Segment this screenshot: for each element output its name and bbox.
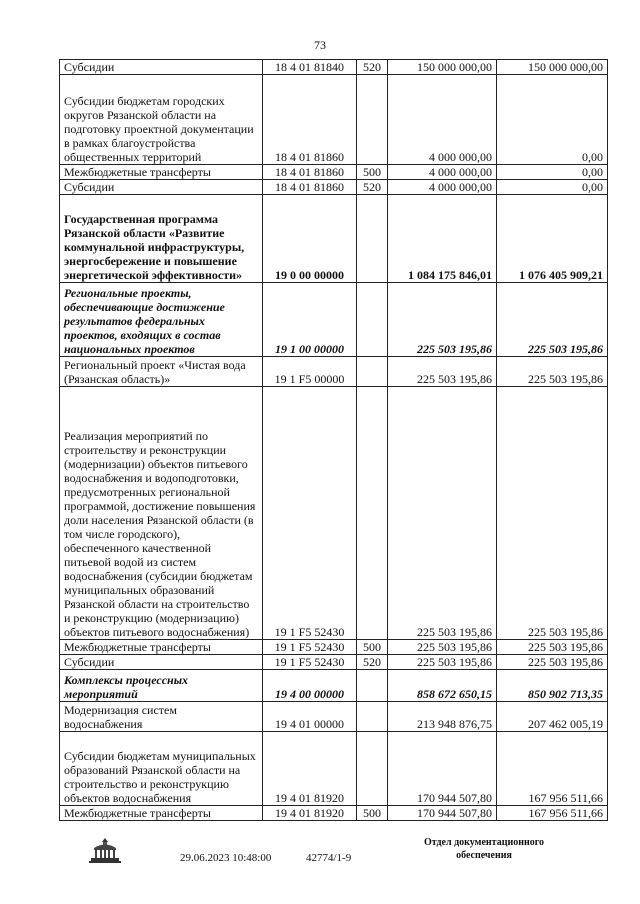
row-code-cell: 18 4 01 81860 bbox=[263, 75, 357, 165]
row-amount-2024-cell: 0,00 bbox=[497, 75, 608, 165]
row-amount-2023-cell: 225 503 195,86 bbox=[388, 387, 497, 640]
row-expense-type-cell bbox=[357, 357, 388, 387]
row-expense-type-cell: 520 bbox=[357, 180, 388, 195]
row-amount-2023-cell: 225 503 195,86 bbox=[388, 357, 497, 387]
table-row bbox=[60, 357, 608, 387]
row-amount-2024-cell: 225 503 195,86 bbox=[497, 640, 608, 655]
row-amount-2024-cell: 850 902 713,35 bbox=[497, 670, 608, 702]
footer-datetime: 29.06.2023 10:48:00 bbox=[180, 852, 272, 864]
row-amount-2023-cell: 225 503 195,86 bbox=[388, 640, 497, 655]
footer-department-line1: Отдел документационного bbox=[423, 837, 545, 848]
row-code-cell: 19 4 01 81920 bbox=[263, 806, 357, 821]
table-row bbox=[60, 165, 608, 180]
table-row bbox=[60, 195, 608, 283]
row-amount-2023-cell: 225 503 195,86 bbox=[388, 655, 497, 670]
row-amount-2024-cell: 225 503 195,86 bbox=[497, 655, 608, 670]
row-name-cell: Региональный проект «Чистая вода (Рязанская область)» bbox=[60, 357, 263, 387]
row-expense-type-cell: 500 bbox=[357, 640, 388, 655]
row-amount-2024-cell: 207 462 005,19 bbox=[497, 702, 608, 732]
row-amount-2024-cell: 225 503 195,86 bbox=[497, 357, 608, 387]
row-code-cell: 19 0 00 00000 bbox=[263, 195, 357, 283]
row-code-cell: 19 4 01 81920 bbox=[263, 732, 357, 806]
row-code-cell: 19 1 F5 00000 bbox=[263, 357, 357, 387]
row-amount-2024-cell: 167 956 511,66 bbox=[497, 806, 608, 821]
footer-department-line2: обеспечения bbox=[456, 850, 512, 861]
footer-document-code: 42774/1-9 bbox=[306, 852, 352, 864]
row-amount-2024-cell: 167 956 511,66 bbox=[497, 732, 608, 806]
row-expense-type-cell: 500 bbox=[357, 165, 388, 180]
row-expense-type-cell bbox=[357, 195, 388, 283]
row-amount-2024-cell: 225 503 195,86 bbox=[497, 387, 608, 640]
row-expense-type-cell bbox=[357, 670, 388, 702]
table-row bbox=[60, 806, 608, 821]
row-name-cell: Межбюджетные трансферты bbox=[60, 640, 263, 655]
row-expense-type-cell bbox=[357, 387, 388, 640]
row-expense-type-cell bbox=[357, 732, 388, 806]
row-name-cell: Субсидии bbox=[60, 180, 263, 195]
row-name-cell: Реализация мероприятий по строительству и реконструкции (модернизации) объектов питьевого водоснабжения и водоподготовки, предусмотренных региональной программой, достижение повышения доли населения Рязанской области (в том числе городского), обеспеченного качественной питьевой водой из систем водоснабжения (субсидии бюджетам муниципальных образований Рязанской области на строительство и реконструкцию (модернизацию) объектов питьевого водоснабжения) bbox=[60, 387, 263, 640]
table-row bbox=[60, 60, 608, 75]
coat-of-arms-logo bbox=[88, 836, 122, 864]
table-row bbox=[60, 283, 608, 357]
row-expense-type-cell bbox=[357, 702, 388, 732]
page-number: 73 bbox=[314, 38, 326, 52]
row-expense-type-cell bbox=[357, 283, 388, 357]
row-code-cell: 19 1 F5 52430 bbox=[263, 387, 357, 640]
row-name-cell: Модернизация систем водоснабжения bbox=[60, 702, 263, 732]
row-expense-type-cell: 520 bbox=[357, 60, 388, 75]
row-amount-2023-cell: 4 000 000,00 bbox=[388, 75, 497, 165]
budget-table bbox=[59, 59, 608, 821]
row-name-cell: Субсидии bbox=[60, 60, 263, 75]
table-row bbox=[60, 640, 608, 655]
row-name-cell: Межбюджетные трансферты bbox=[60, 165, 263, 180]
row-amount-2023-cell: 170 944 507,80 bbox=[388, 806, 497, 821]
row-amount-2024-cell: 0,00 bbox=[497, 165, 608, 180]
row-amount-2023-cell: 213 948 876,75 bbox=[388, 702, 497, 732]
table-row bbox=[60, 670, 608, 702]
row-name-cell: Субсидии bbox=[60, 655, 263, 670]
row-code-cell: 19 4 01 00000 bbox=[263, 702, 357, 732]
table-row bbox=[60, 655, 608, 670]
row-code-cell: 19 1 00 00000 bbox=[263, 283, 357, 357]
row-name-cell: Межбюджетные трансферты bbox=[60, 806, 263, 821]
row-amount-2024-cell: 1 076 405 909,21 bbox=[497, 195, 608, 283]
table-row bbox=[60, 180, 608, 195]
row-code-cell: 18 4 01 81860 bbox=[263, 180, 357, 195]
row-code-cell: 19 1 F5 52430 bbox=[263, 640, 357, 655]
table-row bbox=[60, 75, 608, 165]
row-amount-2023-cell: 150 000 000,00 bbox=[388, 60, 497, 75]
row-amount-2024-cell: 225 503 195,86 bbox=[497, 283, 608, 357]
row-name-cell: Региональные проекты, обеспечивающие достижение результатов федеральных проектов, входящих в состав национальных проектов bbox=[60, 283, 263, 357]
row-name-cell: Субсидии бюджетам городских округов Рязанской области на подготовку проектной документации в рамках благоустройства общественных территорий bbox=[60, 75, 263, 165]
row-amount-2023-cell: 858 672 650,15 bbox=[388, 670, 497, 702]
row-code-cell: 19 4 00 00000 bbox=[263, 670, 357, 702]
row-name-cell: Комплексы процессных мероприятий bbox=[60, 670, 263, 702]
table-row bbox=[60, 702, 608, 732]
row-name-cell: Субсидии бюджетам муниципальных образований Рязанской области на строительство и реконструкцию объектов водоснабжения bbox=[60, 732, 263, 806]
row-expense-type-cell: 520 bbox=[357, 655, 388, 670]
row-code-cell: 19 1 F5 52430 bbox=[263, 655, 357, 670]
table-body bbox=[60, 60, 608, 821]
row-expense-type-cell bbox=[357, 75, 388, 165]
row-amount-2023-cell: 225 503 195,86 bbox=[388, 283, 497, 357]
row-expense-type-cell: 500 bbox=[357, 806, 388, 821]
footer-department bbox=[404, 836, 564, 862]
row-code-cell: 18 4 01 81840 bbox=[263, 60, 357, 75]
row-amount-2023-cell: 1 084 175 846,01 bbox=[388, 195, 497, 283]
table-row bbox=[60, 732, 608, 806]
row-amount-2024-cell: 150 000 000,00 bbox=[497, 60, 608, 75]
row-name-cell: Государственная программа Рязанской области «Развитие коммунальной инфраструктуры, энергосбережение и повышение энергетической эффективности» bbox=[60, 195, 263, 283]
row-amount-2023-cell: 170 944 507,80 bbox=[388, 732, 497, 806]
row-code-cell: 18 4 01 81860 bbox=[263, 165, 357, 180]
row-amount-2023-cell: 4 000 000,00 bbox=[388, 165, 497, 180]
table-row bbox=[60, 387, 608, 640]
row-amount-2024-cell: 0,00 bbox=[497, 180, 608, 195]
row-amount-2023-cell: 4 000 000,00 bbox=[388, 180, 497, 195]
